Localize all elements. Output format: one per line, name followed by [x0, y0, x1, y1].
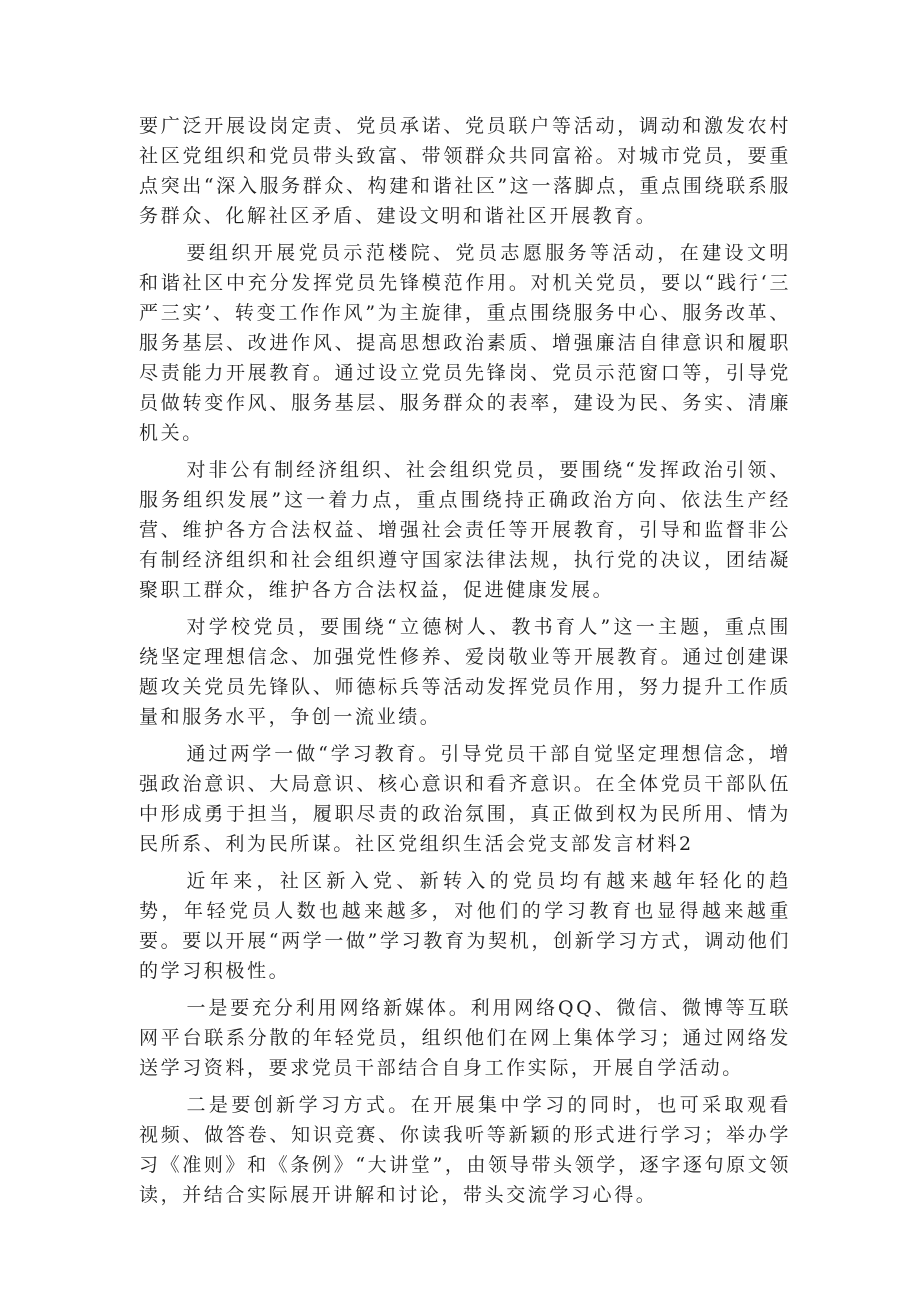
paragraph-5: 通过两学一做“学习教育。引导党员干部自觉坚定理想信念，增强政治意识、大局意识、核心意识和看齐意识。在全体党员干部队伍中形成勇于担当，履职尽责的政治氛围，真正做到权为民所用、情为民所系、利为民所谋。社区党组织生活会党支部发言材料2 — [139, 743, 791, 855]
paragraph-4: 对学校党员，要围绕“立德树人、教书育人”这一主题，重点围绕坚定理想信念、加强党性修养、爱岗敬业等开展教育。通过创建课题攻关党员先锋队、师德标兵等活动发挥党员作用，努力提升工作质量和服务水平，争创一流业绩。 — [139, 616, 791, 728]
paragraph-8: 二是要创新学习方式。在开展集中学习的同时，也可采取观看视频、做答卷、知识竞赛、你读我听等新颖的形式进行学习；举办学习《准则》和《条例》“大讲堂”，由领导带头领学，逐字逐句原文领读，并结合实际展开讲解和讨论，带头交流学习心得。 — [139, 1094, 791, 1206]
document-body — [139, 111, 791, 1217]
paragraph-7: 一是要充分利用网络新媒体。利用网络QQ、微信、微博等互联网平台联系分散的年轻党员，组织他们在网上集体学习；通过网络发送学习资料，要求党员干部结合自身工作实际，开展自学活动。 — [139, 997, 791, 1079]
paragraph-6: 近年来，社区新入党、新转入的党员均有越来越年轻化的趋势，年轻党员人数也越来越多，对他们的学习教育也显得越来越重要。要以开展“两学一做”学习教育为契机，创新学习方式，调动他们的学习积极性。 — [139, 870, 791, 982]
paragraph-1: 要广泛开展设岗定责、党员承诺、党员联户等活动，调动和激发农村社区党组织和党员带头致富、带领群众共同富裕。对城市党员，要重点突出“深入服务群众、构建和谐社区”这一落脚点，重点围绕联系服务群众、化解社区矛盾、建设文明和谐社区开展教育。 — [139, 115, 791, 227]
paragraph-3: 对非公有制经济组织、社会组织党员，要围绕“发挥政治引领、服务组织发展”这一着力点，重点围绕持正确政治方向、依法生产经营、维护各方合法权益、增强社会责任等开展教育，引导和监督非公有制经济组织和社会组织遵守国家法律法规，执行党的决议，团结凝聚职工群众，维护各方合法权益，促进健康发展。 — [139, 459, 791, 601]
paragraph-2: 要组织开展党员示范楼院、党员志愿服务等活动，在建设文明和谐社区中充分发挥党员先锋模范作用。对机关党员，要以“践行‘三严三实’、转变工作作风”为主旋律，重点围绕服务中心、服务改革、服务基层、改进作风、提高思想政治素质、增强廉洁自律意识和履职尽责能力开展教育。通过设立党员先锋岗、党员示范窗口等，引导党员做转变作风、服务基层、服务群众的表率，建设为民、务实、清廉机关。 — [139, 242, 791, 444]
